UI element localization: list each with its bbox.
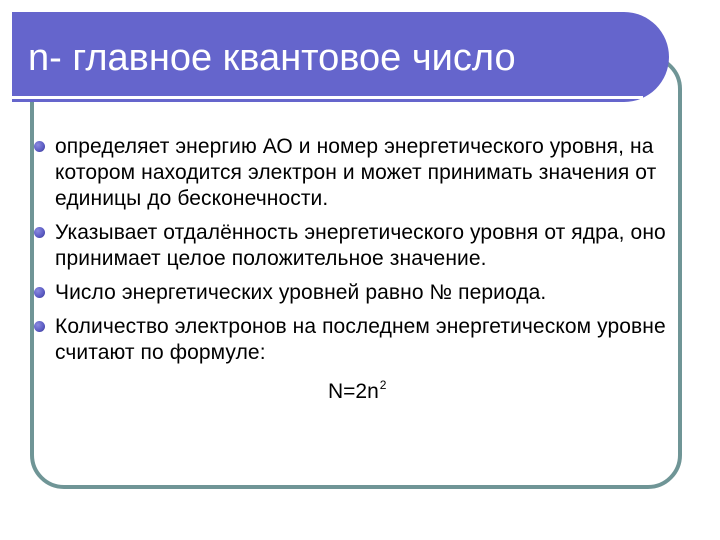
- title-underline: [12, 96, 643, 99]
- bullet-text: Указывает отдалённость энергетического уровня от ядра, оно принимает целое положительное значение.: [55, 221, 666, 270]
- formula: [328, 372, 684, 405]
- bullet-icon: [34, 287, 45, 298]
- bullet-item-energy: [34, 134, 684, 212]
- bullet-item-electrons: [34, 314, 684, 366]
- bullet-list: [34, 134, 684, 366]
- bullet-text: Количество электронов на последнем энергетическом уровне считают по формуле:: [55, 315, 666, 364]
- formula-exponent: 2: [379, 378, 387, 392]
- bullet-item-distance: [34, 220, 684, 272]
- formula-base: N=2n: [328, 380, 379, 403]
- bullet-item-levels: [34, 280, 684, 306]
- bullet-text: определяет энергию АО и номер энергетического уровня, на котором находится электрон и может принимать значения от единицы до бесконечности.: [55, 135, 657, 210]
- bullet-text: Число энергетических уровней равно № периода.: [55, 281, 547, 304]
- bullet-icon: [34, 321, 45, 332]
- slide-content: [34, 134, 684, 405]
- slide-title: n- главное квантовое число: [28, 37, 516, 79]
- bullet-icon: [34, 227, 45, 238]
- bullet-icon: [34, 141, 45, 152]
